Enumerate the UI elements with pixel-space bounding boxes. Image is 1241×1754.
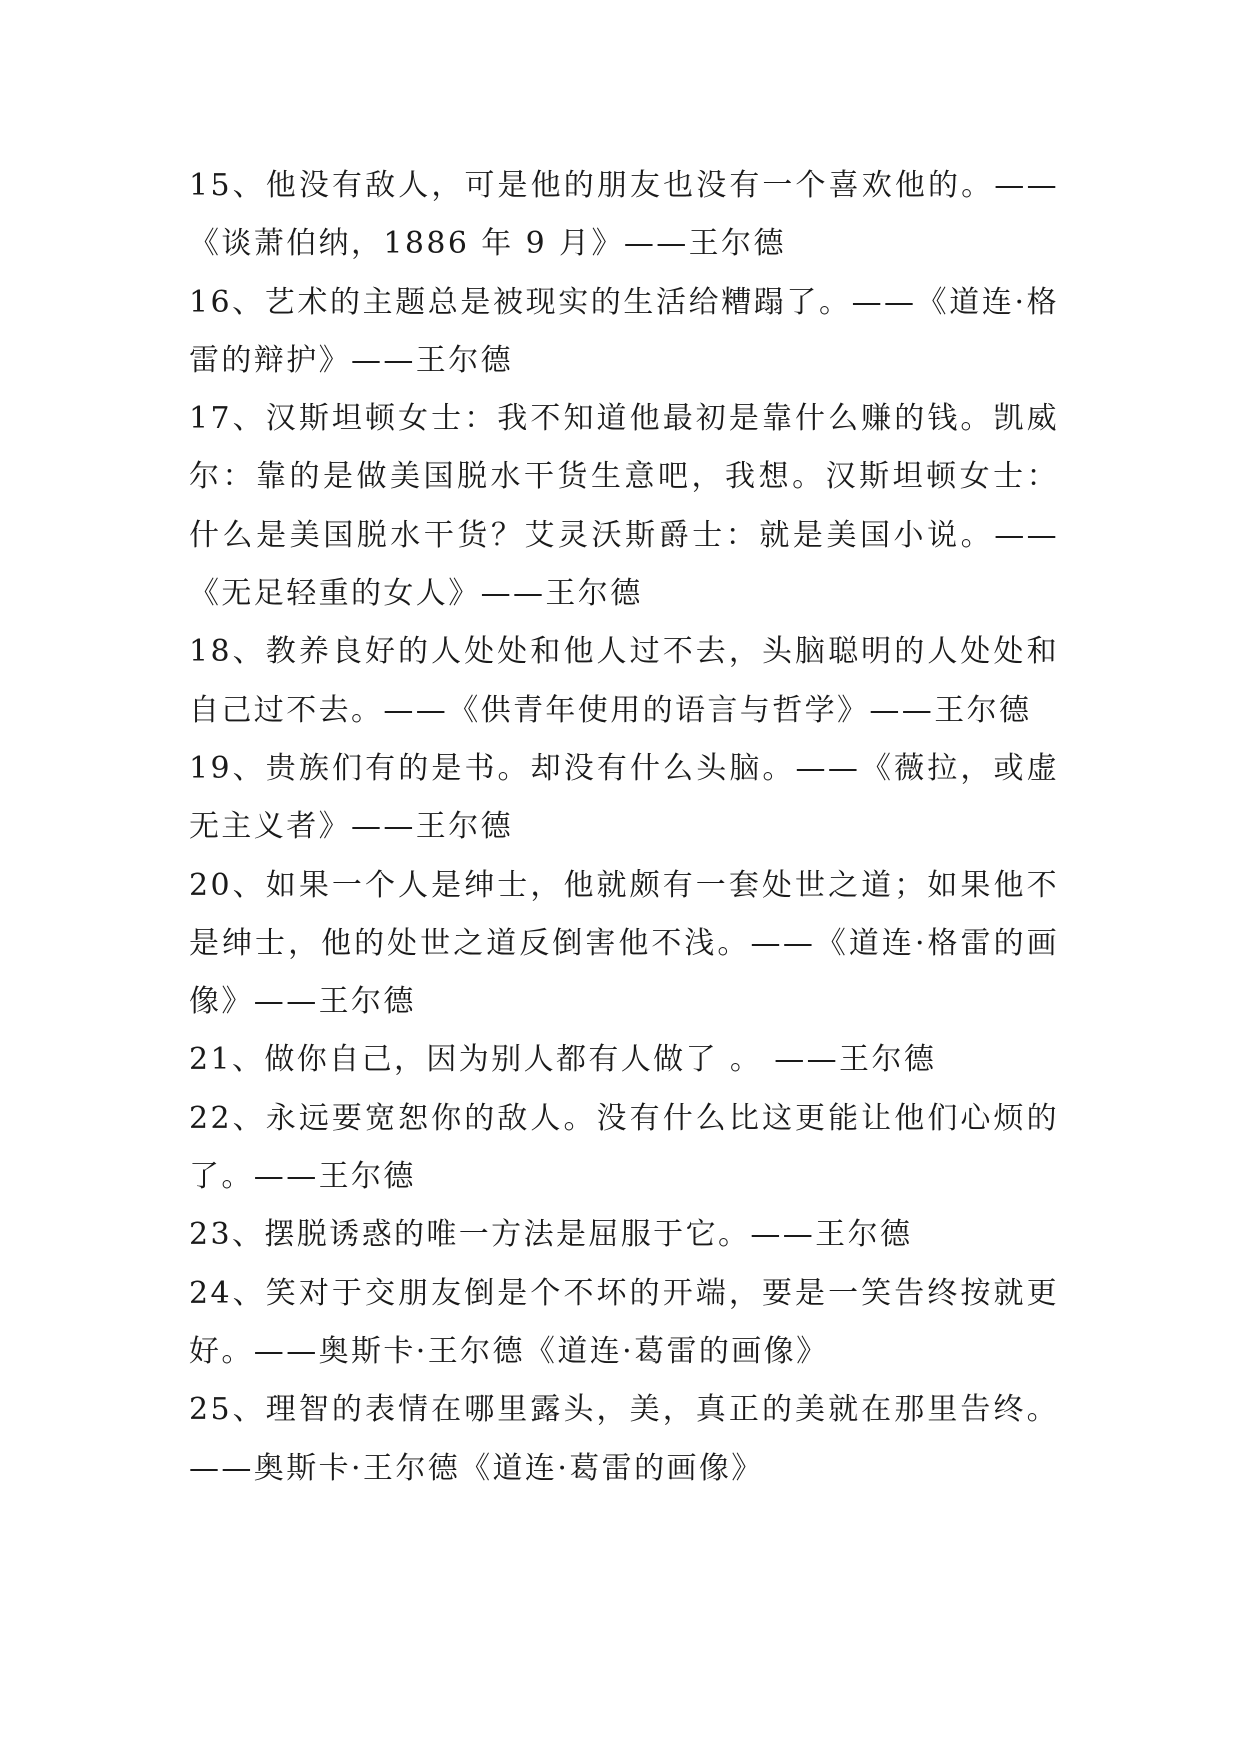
quote-24: 24、笑对于交朋友倒是个不坏的开端，要是一笑告终按就更好。——奥斯卡·王尔德《道连·葛雷的画像》 <box>189 1275 1059 1369</box>
quote-19: 19、贵族们有的是书。却没有什么头脑。——《薇拉，或虚无主义者》——王尔德 <box>189 750 1059 845</box>
quote-21: 21、做你自己，因为别人都有人做了 。 ——王尔德 <box>189 1042 937 1078</box>
quote-18: 18、教养良好的人处处和他人过不去，头脑聪明的人处处和自己过不去。——《供青年使用的语言与哲学》——王尔德 <box>189 634 1059 728</box>
quote-25: 25、理智的表情在哪里露头，美，真正的美就在那里告终。——奥斯卡·王尔德《道连·葛雷的画像》 <box>189 1392 1059 1486</box>
quote-15: 15、他没有敌人，可是他的朋友也没有一个喜欢他的。——《谈萧伯纳，1886 年 9 月》——王尔德 <box>189 168 1059 262</box>
quote-17: 17、汉斯坦顿女士：我不知道他最初是靠什么赚的钱。凯威尔：靠的是做美国脱水干货生意吧，我想。汉斯坦顿女士：什么是美国脱水干货？艾灵沃斯爵士：就是美国小说。——《无足轻重的女人》——王尔德 <box>189 401 1059 612</box>
quote-23: 23、摆脱诱惑的唯一方法是屈服于它。——王尔德 <box>189 1217 913 1253</box>
quote-list <box>189 157 1059 1498</box>
quote-16: 16、艺术的主题总是被现实的生活给糟蹋了。——《道连·格雷的辩护》——王尔德 <box>189 284 1059 378</box>
quote-22: 22、永远要宽恕你的敌人。没有什么比这更能让他们心烦的了。——王尔德 <box>189 1100 1059 1195</box>
quote-20: 20、如果一个人是绅士，他就颇有一套处世之道；如果他不是绅士，他的处世之道反倒害他不浅。——《道连·格雷的画像》——王尔德 <box>189 867 1059 1020</box>
